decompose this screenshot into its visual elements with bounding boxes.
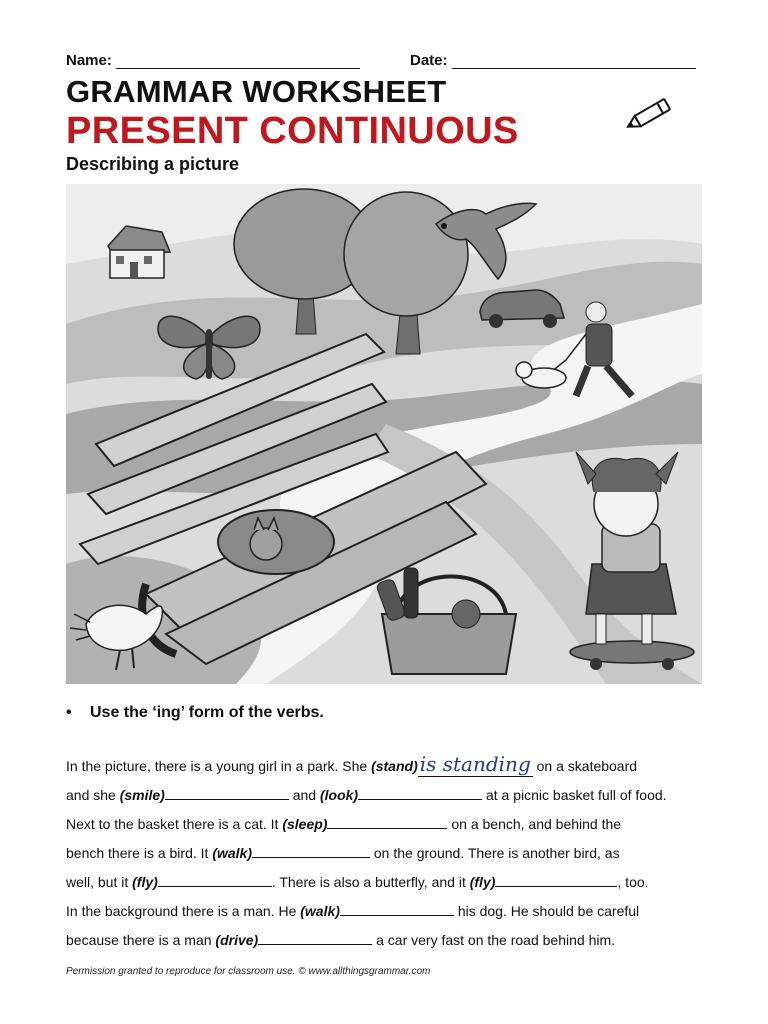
instruction-text: Use the ‘ing’ form of the verbs. [90,704,324,721]
topic-title: PRESENT CONTINUOUS [66,110,519,152]
exercise-line [66,810,706,839]
answer-blank[interactable] [165,784,289,800]
text: on a bench, and behind the [447,816,622,832]
park-scene-illustration [66,184,702,684]
text: . There is also a butterfly, and it [271,874,470,890]
answer-blank[interactable] [327,813,447,829]
text: a car very fast on the road behind him. [372,932,616,948]
worksheet-subtitle: Describing a picture [66,154,240,174]
date-label: Date: [410,52,448,69]
exercise-line [66,839,706,868]
answer-blank[interactable] [358,784,482,800]
verb-prompt: (fly) [469,874,496,890]
text: well, but it [66,874,133,890]
permission-footer: Permission granted to reproduce for classroom use. © www.allthingsgrammar.com [66,966,431,977]
text: , too. [617,874,649,890]
text: and she [66,787,120,803]
answer-blank[interactable] [252,842,370,858]
pencil-icon [622,92,682,136]
date-line [452,54,696,69]
verb-prompt: (walk) [300,903,340,919]
name-label: Name: [66,52,112,69]
exercise-line [66,868,706,897]
bullet-icon: • [66,704,72,721]
worksheet-title: GRAMMAR WORKSHEET [66,74,447,109]
exercise-line [66,897,706,926]
text: on a skateboard [532,758,638,774]
exercise-line [66,781,706,810]
text: In the picture, there is a young girl in a park. She [66,758,372,774]
text: bench there is a bird. It [66,845,213,861]
text: In the background there is a man. He [66,903,301,919]
text: at a picnic basket full of food. [482,787,667,803]
exercise-line [66,926,706,955]
verb-prompt: (fly) [132,874,158,890]
answer-blank[interactable] [258,929,372,945]
header-row [66,52,706,72]
verb-prompt: (walk) [212,845,252,861]
instruction [66,704,324,722]
verb-prompt: (sleep) [282,816,328,832]
text: on the ground. There is another bird, as [370,845,620,861]
sample-answer[interactable]: is standing [419,752,531,776]
text: because there is a man [66,932,216,948]
name-line [116,54,360,69]
verb-prompt: (smile) [119,787,165,803]
answer-blank[interactable] [340,900,454,916]
text: and [288,787,320,803]
date-field[interactable] [410,52,696,69]
verb-prompt: (look) [319,787,359,803]
name-field[interactable] [66,52,360,69]
answer-blank[interactable] [158,871,272,887]
text: his dog. He should be careful [453,903,640,919]
sleeping-cat-drawing [218,510,334,574]
exercise-paragraph [66,750,706,955]
answer-blank[interactable] [495,871,617,887]
verb-prompt: (stand) [371,758,418,774]
exercise-line [66,750,706,781]
verb-prompt: (drive) [215,932,259,948]
text: Next to the basket there is a cat. It [66,816,283,832]
